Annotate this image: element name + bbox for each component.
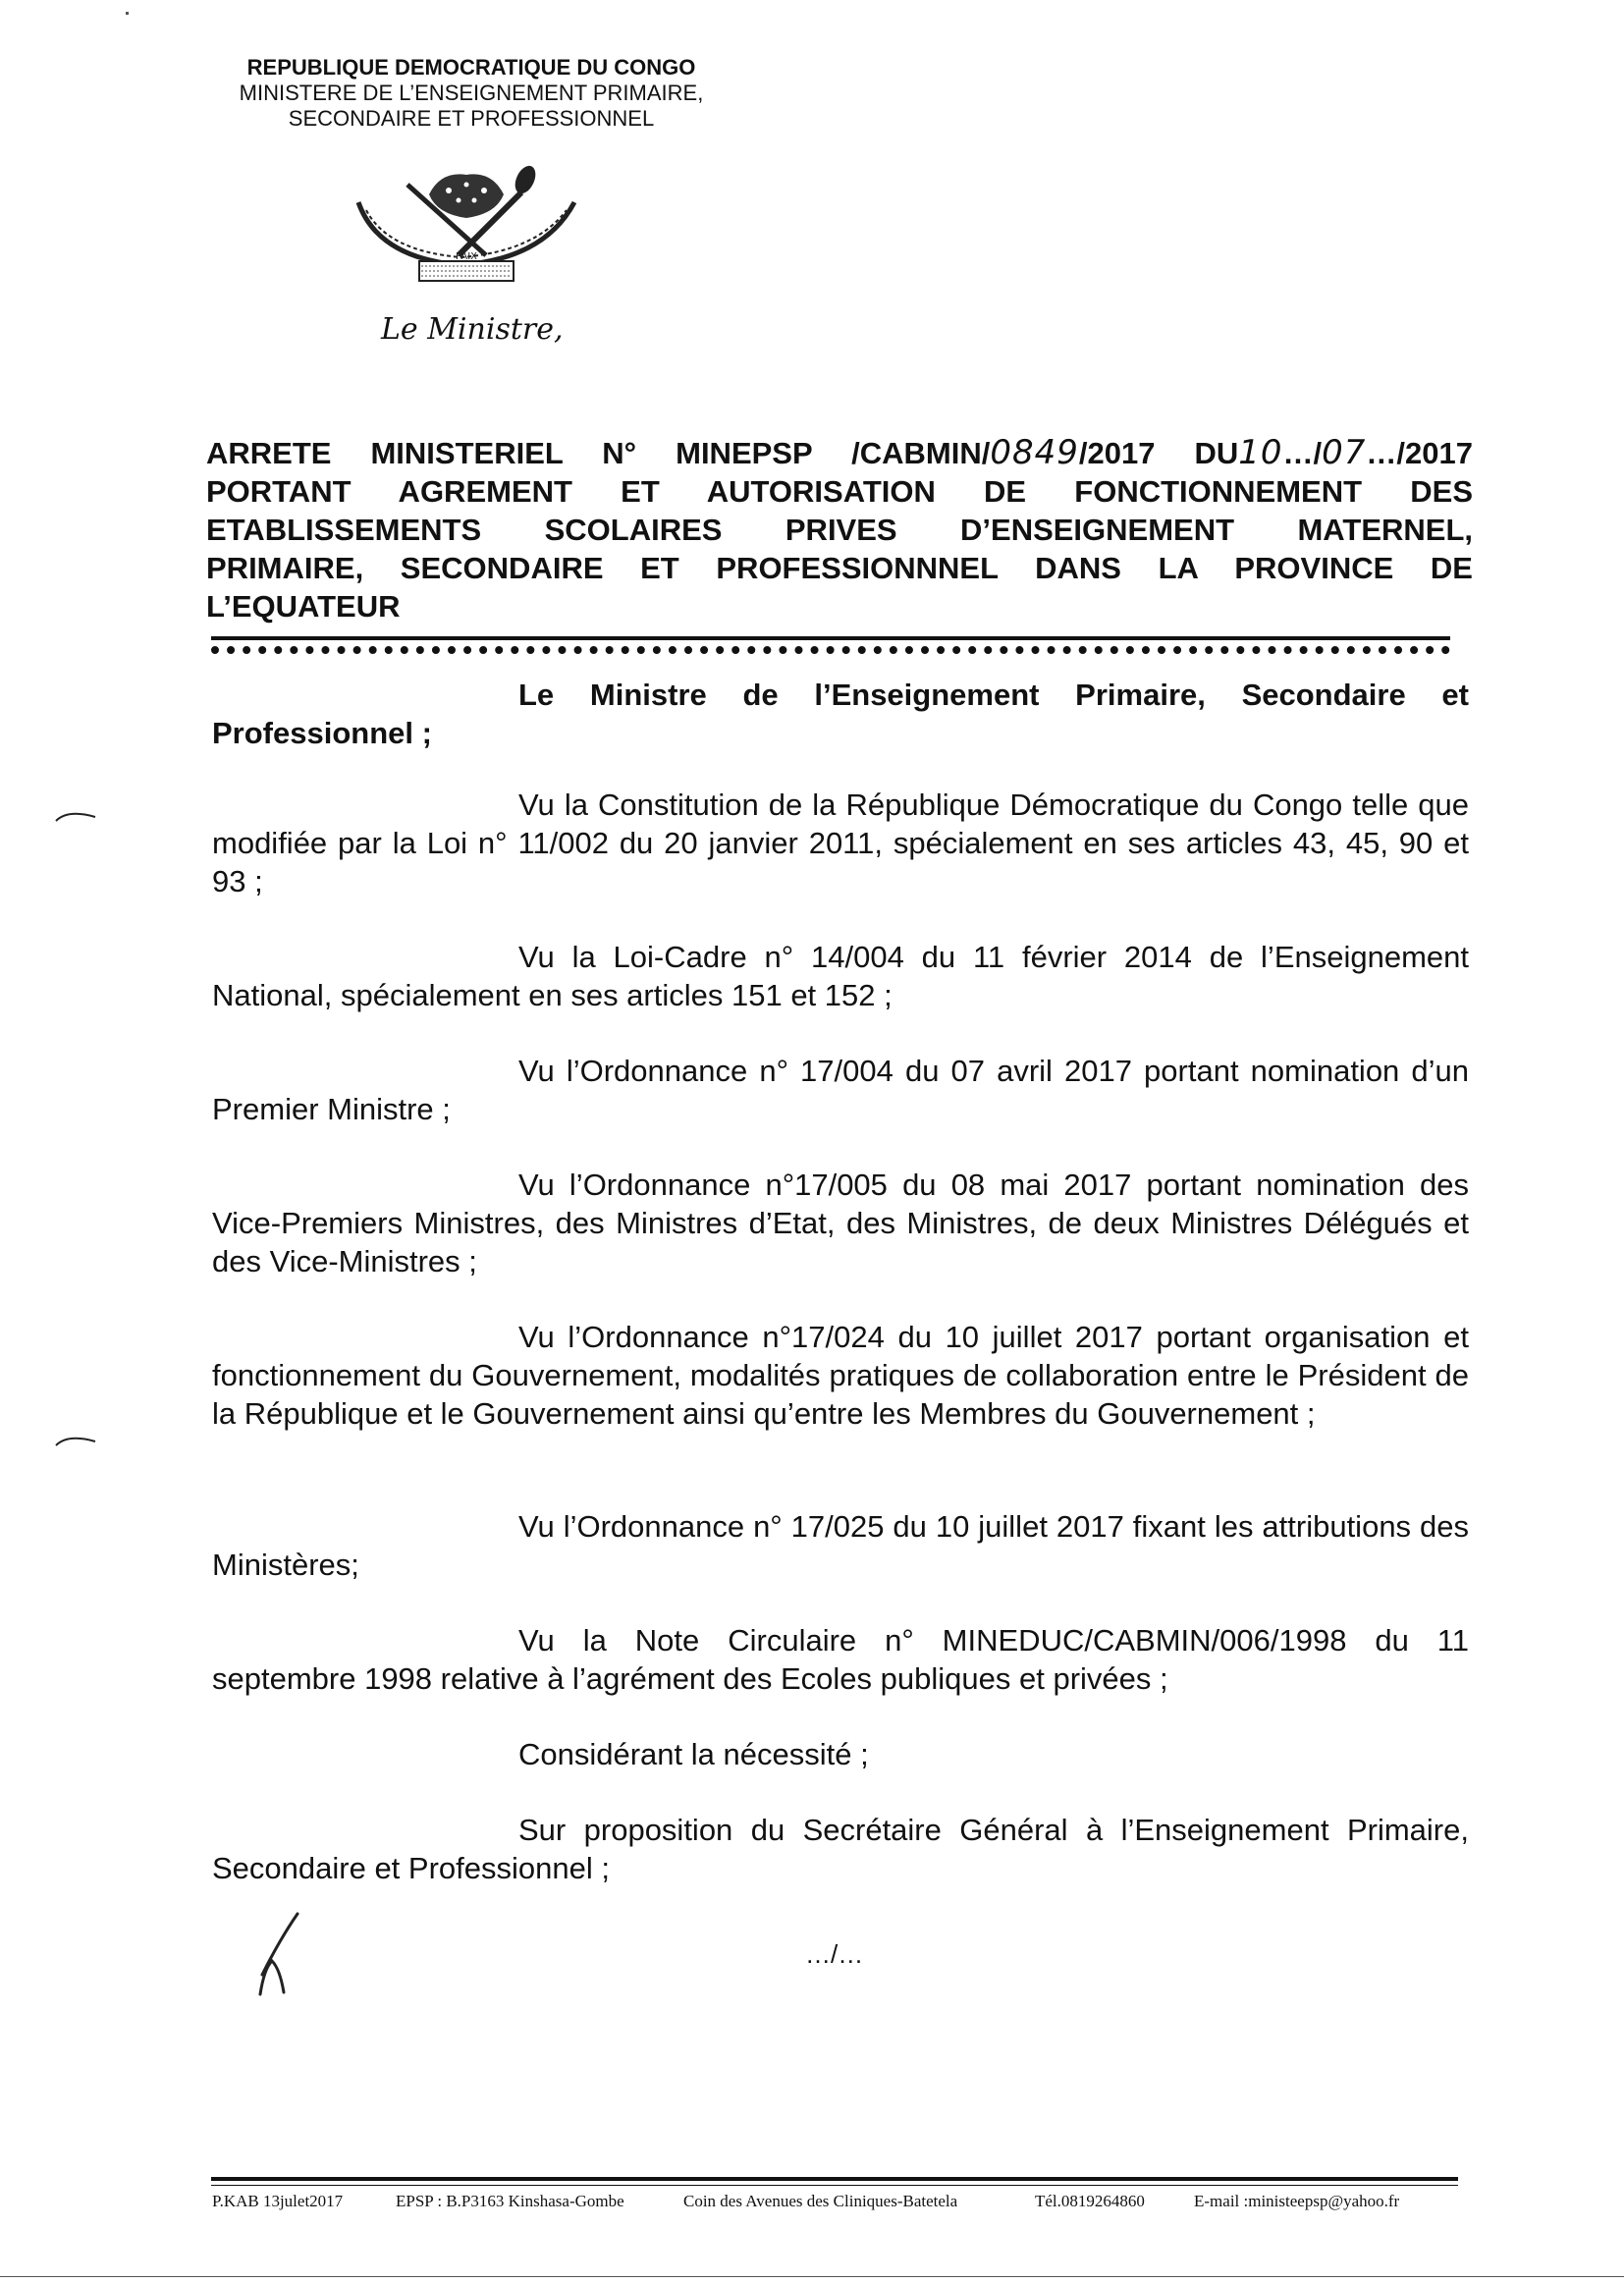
header-country: REPUBLIQUE DEMOCRATIQUE DU CONGO xyxy=(246,55,696,80)
footer xyxy=(212,2192,1459,2215)
title-dotted-rule xyxy=(211,646,1450,654)
signatory-heading: Le Ministre, xyxy=(381,312,564,347)
vu-ordonnance-17-004: Vu l’Ordonnance n° 17/004 du 07 avril 2017 portant nomination d’un Premier Ministre ; xyxy=(212,1054,1469,1126)
title-rule xyxy=(211,636,1450,640)
emblem-motto: PAIX xyxy=(455,251,478,262)
decree-month-handwritten: 07 xyxy=(1322,433,1367,472)
margin-mark xyxy=(54,805,97,825)
decree-number-handwritten: 0849 xyxy=(990,433,1079,472)
title-line-1 xyxy=(206,434,1473,472)
continuation-mark: …/… xyxy=(805,1939,864,1969)
scan-edge-line xyxy=(0,2276,1624,2277)
vu-ordonnance-17-024: Vu l’Ordonnance n°17/024 du 10 juillet 2017 portant organisation et fonctionnement du Gouvernement, modalités pratiques de collaboration entre le Président de la République et le Gouvernement ainsi qu’entre les Membres du Gouvernement ; xyxy=(212,1320,1469,1431)
vu-loi-cadre: Vu la Loi-Cadre n° 14/004 du 11 février 2014 de l’Enseignement National, spécialement en ses articles 151 et 152 ; xyxy=(212,940,1469,1012)
footer-phone: Tél.0819264860 xyxy=(1035,2192,1145,2210)
minister-line: Le Ministre de l’Enseignement Primaire, Secondaire et Professionnel ; xyxy=(212,678,1469,750)
header-ministry-line2: SECONDAIRE ET PROFESSIONNEL xyxy=(288,106,655,131)
considerant: Considérant la nécessité ; xyxy=(518,1737,869,1771)
decree-day-handwritten: 10 xyxy=(1238,433,1283,472)
footer-corner: Coin des Avenues des Cliniques-Batetela xyxy=(683,2192,958,2210)
vu-ordonnance-17-025: Vu l’Ordonnance n° 17/025 du 10 juillet 2017 fixant les attributions des Ministères; xyxy=(212,1509,1469,1582)
margin-mark xyxy=(54,1430,97,1449)
footer-ref: P.KAB 13julet2017 xyxy=(212,2192,344,2210)
footer-rule-thin xyxy=(211,2185,1458,2186)
footer-address: EPSP : B.P3163 Kinshasa-Gombe xyxy=(396,2192,624,2210)
title-line-3: ETABLISSEMENTS SCOLAIRES PRIVES D’ENSEIGNEMENT MATERNEL, xyxy=(206,513,1473,547)
handwritten-initials xyxy=(250,1910,309,1998)
sur-proposition: Sur proposition du Secrétaire Général à l’Enseignement Primaire, Secondaire et Professionnel ; xyxy=(212,1813,1469,1885)
date-tail: …/2017 xyxy=(1366,436,1473,470)
coat-of-arms-leopard-icon xyxy=(339,165,594,283)
vu-constitution: Vu la Constitution de la République Démocratique du Congo telle que modifiée par la Loi n° 11/002 du 20 janvier 2011, spécialement en ses articles 43, 45, 90 et 93 ; xyxy=(212,788,1469,898)
title-line-5: L’EQUATEUR xyxy=(206,589,401,624)
decree-prefix: ARRETE MINISTERIEL N° MINEPSP /CABMIN/ xyxy=(206,436,991,470)
title-line-4: PRIMAIRE, SECONDAIRE ET PROFESSIONNNEL DANS LA PROVINCE DE xyxy=(206,551,1473,585)
footer-rule xyxy=(211,2177,1458,2181)
vu-ordonnance-17-005: Vu l’Ordonnance n°17/005 du 08 mai 2017 portant nomination des Vice-Premiers Ministres, des Ministres d’Etat, des Ministres, de deux Ministres Délégués et des Vice-Ministres ; xyxy=(212,1168,1469,1278)
scan-speck xyxy=(126,12,129,15)
title-line-2: PORTANT AGREMENT ET AUTORISATION DE FONCTIONNEMENT DES xyxy=(206,474,1473,509)
header-ministry-line1: MINISTERE DE L’ENSEIGNEMENT PRIMAIRE, xyxy=(239,81,704,105)
footer-email: E-mail :ministeepsp@yahoo.fr xyxy=(1194,2192,1400,2210)
date-separator: …/ xyxy=(1282,436,1323,470)
vu-note-circulaire: Vu la Note Circulaire n° MINEDUC/CABMIN/006/1998 du 11 septembre 1998 relative à l’agrément des Ecoles publiques et privées ; xyxy=(212,1623,1469,1696)
decree-year: /2017 DU xyxy=(1078,436,1239,470)
